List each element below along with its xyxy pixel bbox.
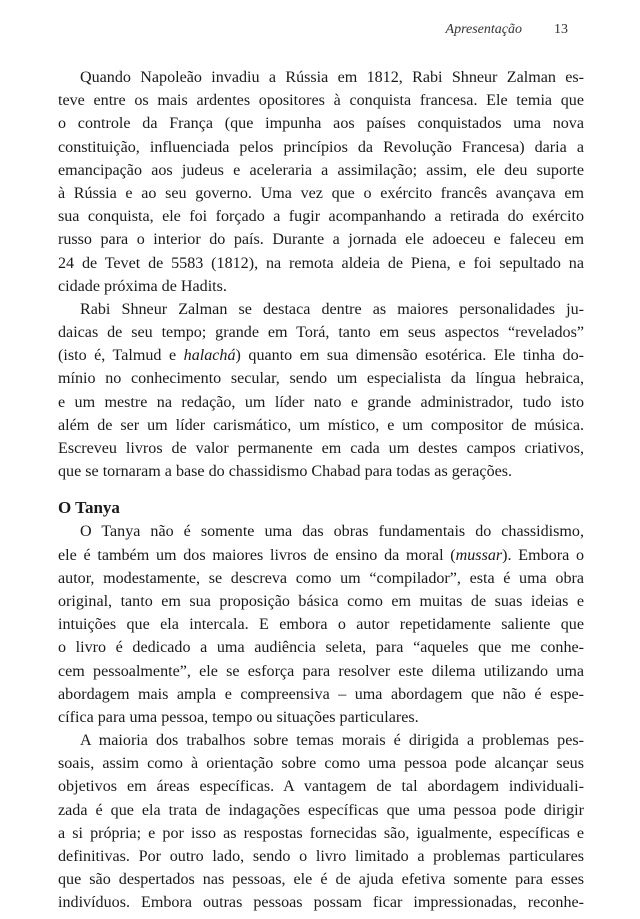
text-line: sua conquista, ele foi forçado a fugir acompanhando a retirada do exército	[58, 208, 584, 226]
body-text	[58, 66, 584, 915]
text-line: russo para o interior do país. Durante a jornada ele adoeceu e faleceu em	[58, 231, 584, 249]
paragraph	[58, 298, 584, 484]
paragraph	[58, 520, 584, 729]
text-line: definitivas. Por outro lado, sendo o livro limitado a problemas particulares	[58, 848, 584, 865]
text-line: abordagem mais ampla e compreensiva – uma abordagem que não é espe-	[58, 685, 584, 703]
running-head	[446, 22, 568, 38]
text-line: soais, assim como à orientação sobre como uma pessoa pode alcançar seus	[58, 755, 584, 773]
text-line: zada é que ela trata de indagações específicas que uma pessoa pode dirigir	[58, 801, 584, 819]
text-line: Quando Napoleão invadiu a Rússia em 1812, Rabi Shneur Zalman es-	[80, 69, 584, 86]
text-line: teve entre os mais ardentes opositores à conquista francesa. Ele temia que	[58, 92, 584, 110]
section-heading: O Tanya	[58, 498, 120, 518]
text-line: constituição, influenciada pelos princípios da Revolução Francesa) daria a	[58, 138, 584, 156]
text-line: à Rússia e ao seu governo. Uma vez que o exército francês avançava em	[58, 184, 584, 202]
text-line: objetivos em áreas específicas. A vantagem de tal abordagem individuali-	[58, 778, 584, 796]
text-line: o controle da França (que impunha aos países conquistados uma nova	[58, 115, 584, 133]
text-line: intuições que ela intercala. E embora o autor repetidamente saliente que	[58, 616, 584, 634]
text-line: cem pessoalmente”, ele se esforça para resolver este dilema utilizando uma	[58, 662, 584, 680]
paragraph	[58, 729, 584, 915]
text-line: autor, modestamente, se descreva como um “compilador”, esta é uma obra	[58, 569, 584, 587]
text-line: indivíduos. Embora outras pessoas possam ficar impressionadas, reconhe-	[58, 894, 584, 912]
text-line: (isto é, Talmud e halachá) quanto em sua dimensão esotérica. Ele tinha do-	[58, 347, 584, 365]
text-line: A maioria dos trabalhos sobre temas morais é dirigida a problemas pes-	[80, 732, 584, 750]
text-line: 24 de Tevet de 5583 (1812), na remota aldeia de Piena, e foi sepultado na	[58, 254, 584, 272]
text-line: emancipação aos judeus e aceleraria a assimilação; assim, ele deu suporte	[58, 161, 584, 179]
text-line: ele é também um dos maiores livros de ensino da moral (mussar). Embora o	[58, 546, 584, 564]
text-line: daicas de seu tempo; grande em Torá, tanto em seus aspectos “revelados”	[58, 324, 584, 342]
paragraph	[58, 66, 584, 298]
text-line: Rabi Shneur Zalman se destaca dentre as maiores personalidades ju-	[80, 300, 584, 318]
text-line: mínio no conhecimento secular, sendo um especialista da língua hebraica,	[58, 370, 584, 388]
running-head-title: Apresentação	[445, 22, 522, 37]
text-line: O Tanya não é somente uma das obras fundamentais do chassidismo,	[80, 523, 584, 541]
text-line: e um mestre na redação, um líder nato e grande administrador, tudo isto	[58, 393, 584, 411]
page-number: 13	[554, 22, 568, 37]
text-line: Escreveu livros de valor permanente em cada um destes campos criativos,	[58, 440, 584, 457]
text-line: que são despertados nas pessoas, ele é de ajuda efetiva somente para esses	[58, 871, 584, 889]
text-line: original, tanto em sua proposição básica como em muitas de suas ideias e	[58, 592, 584, 610]
text-line: cidade próxima de Hadits.	[58, 277, 227, 295]
text-line: além de ser um líder carismático, um místico, e um compositor de música.	[58, 416, 584, 434]
text-line: a si própria; e por isso as respostas fornecidas são, igualmente, específicas e	[58, 824, 584, 842]
text-line: que se tornaram a base do chassidismo Chabad para todas as gerações.	[58, 463, 513, 481]
text-line: cífica para uma pessoa, tempo ou situações particulares.	[58, 708, 419, 726]
text-line: o livro é dedicado a uma audiência seleta, para “aqueles que me conhe-	[58, 639, 584, 657]
